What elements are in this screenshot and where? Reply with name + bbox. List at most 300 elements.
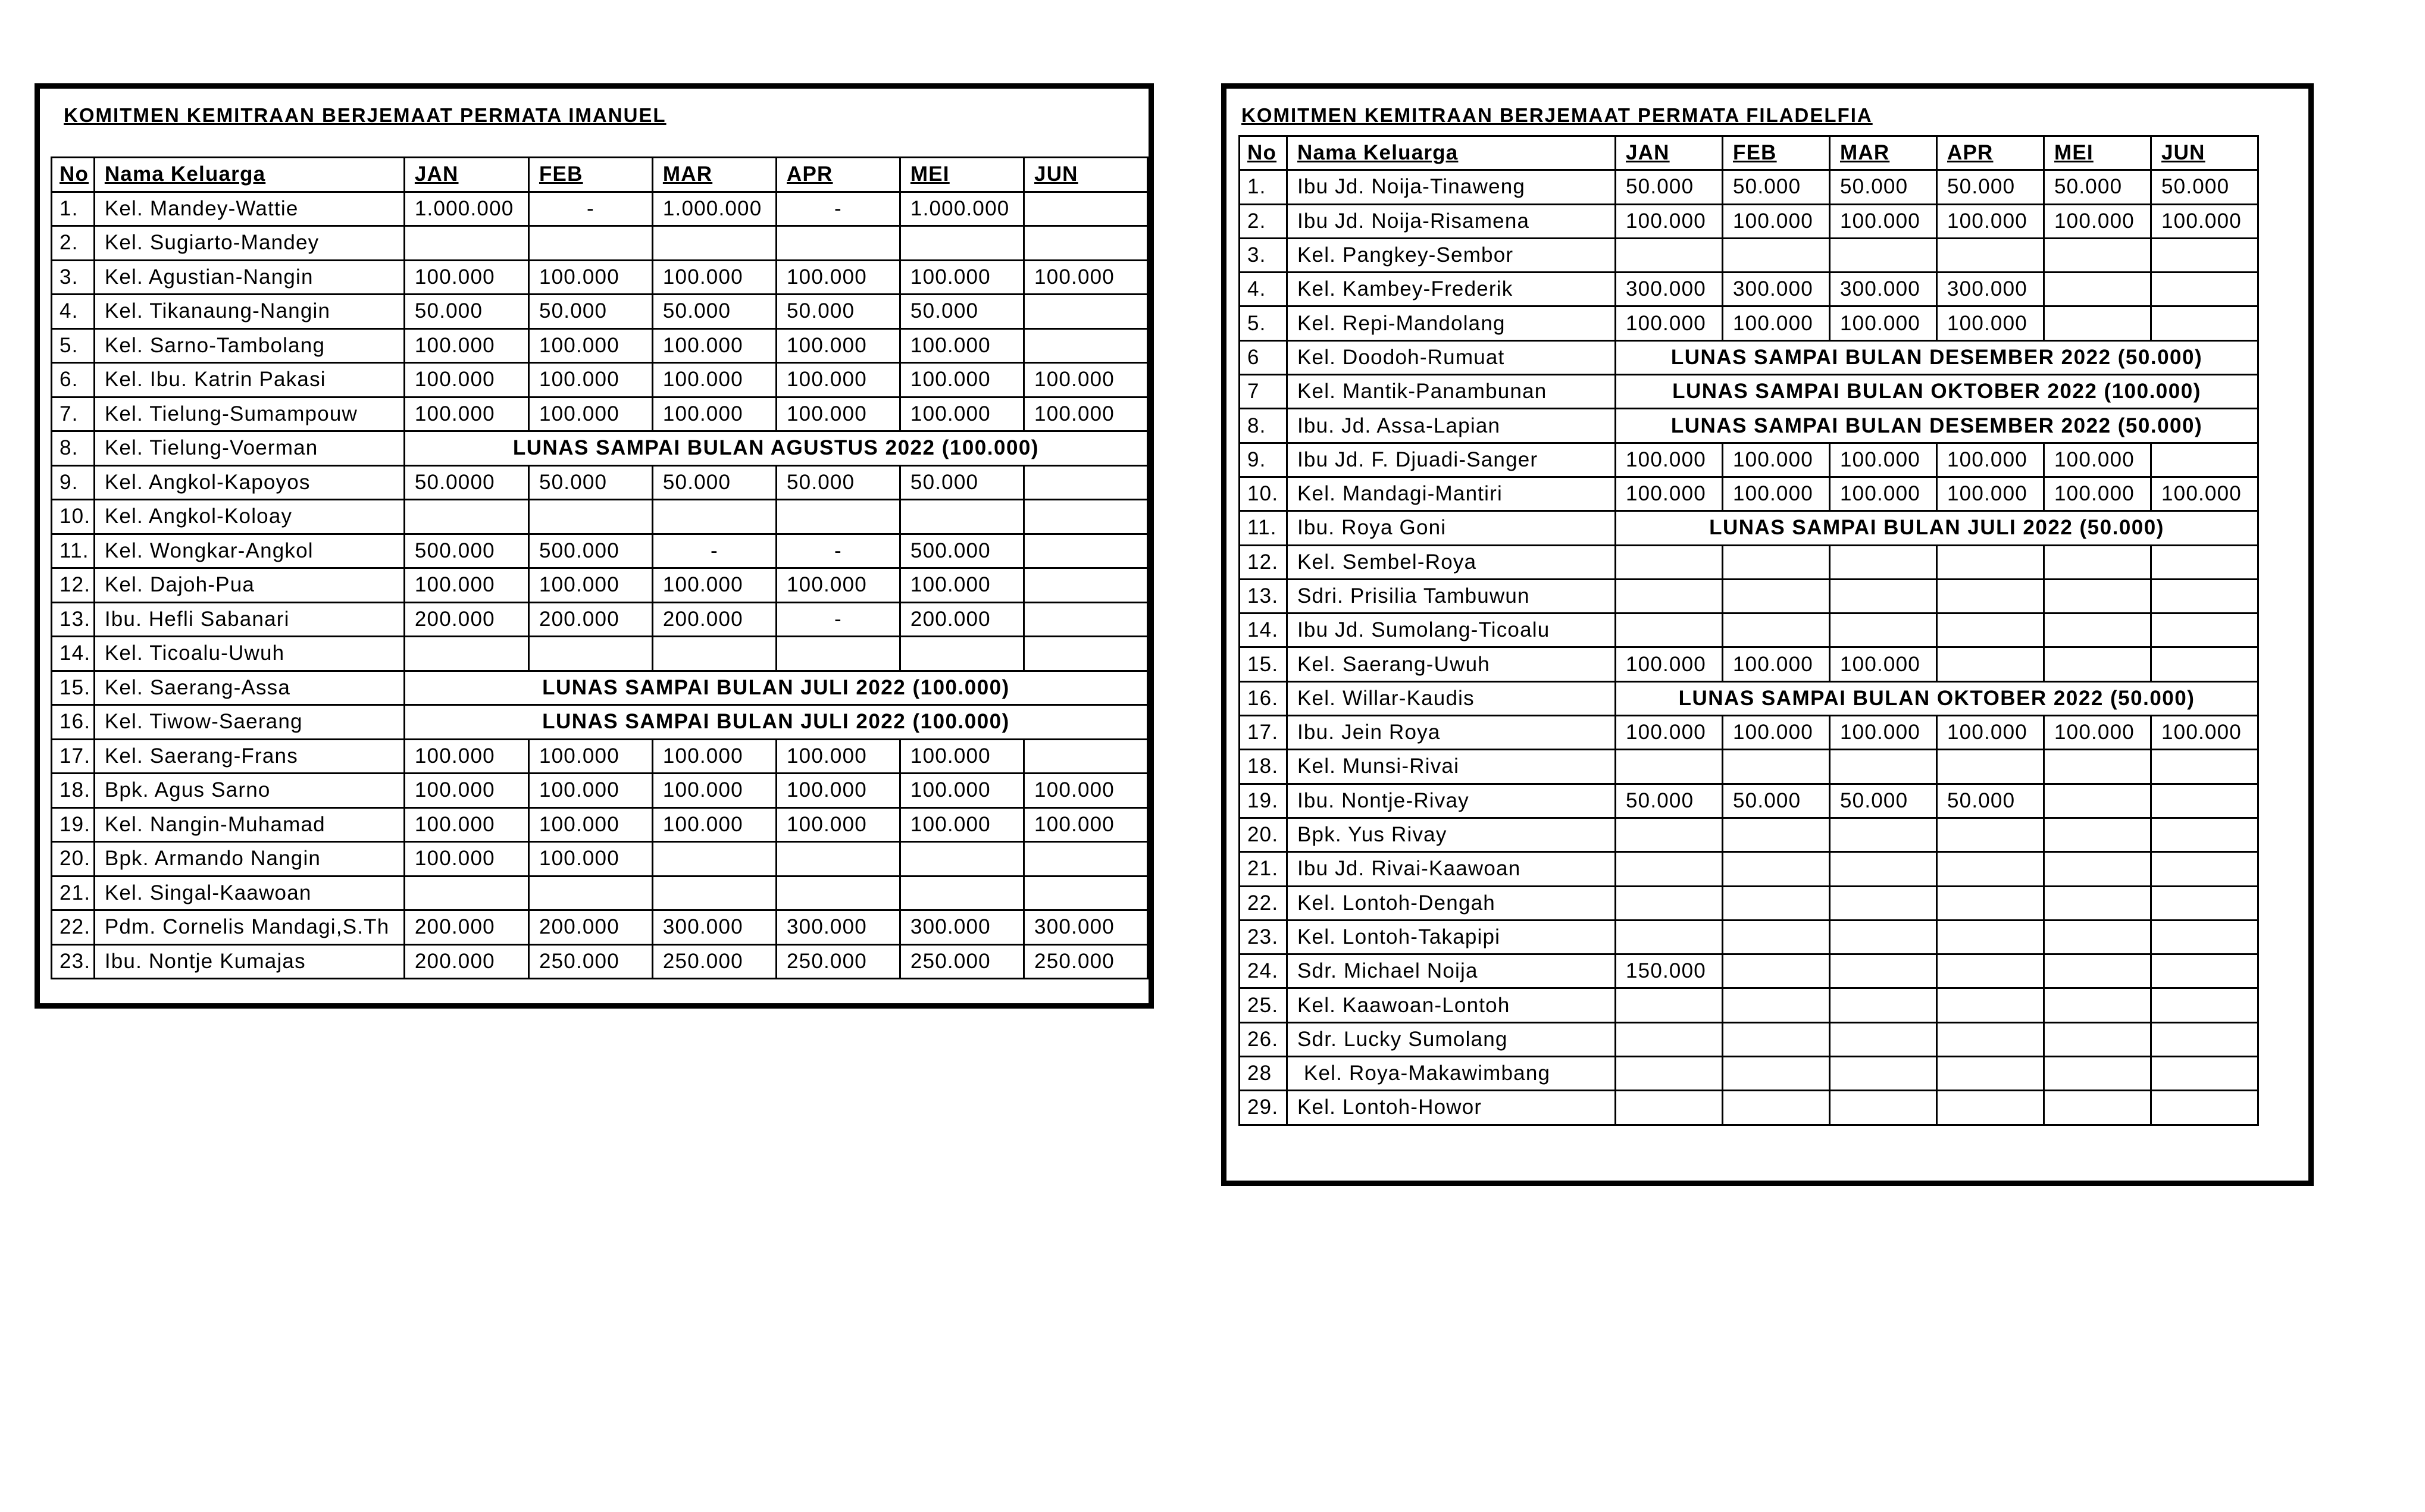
- month-value: [1723, 750, 1830, 784]
- month-value: 100.000: [2151, 477, 2258, 511]
- family-name: Kel. Angkol-Koloay: [94, 500, 404, 534]
- month-value: [2044, 545, 2151, 579]
- month-value: 100.000: [528, 328, 652, 363]
- row-number: 15.: [52, 671, 95, 705]
- month-value: 100.000: [652, 568, 776, 603]
- family-name: Kel. Tikanaung-Nangin: [94, 295, 404, 329]
- month-value: 50.000: [528, 295, 652, 329]
- month-value: [1830, 1057, 1937, 1091]
- month-value: [528, 226, 652, 261]
- month-value: [404, 876, 528, 910]
- month-value: -: [777, 602, 900, 637]
- row-number: 2.: [1240, 204, 1287, 238]
- table-row: [52, 910, 1148, 945]
- month-value: [652, 500, 776, 534]
- month-value: 300.000: [1723, 273, 1830, 306]
- month-value: [1024, 534, 1148, 568]
- month-value: 100.000: [528, 568, 652, 603]
- table-row: [52, 602, 1148, 637]
- month-value: [900, 500, 1024, 534]
- month-value: [528, 876, 652, 910]
- month-value: [1723, 1022, 1830, 1056]
- family-name: Kel. Munsi-Rivai: [1287, 750, 1616, 784]
- month-value: [652, 226, 776, 261]
- table-row: [52, 842, 1148, 876]
- table-row: [1240, 920, 2258, 954]
- month-value: 100.000: [900, 363, 1024, 397]
- table-row: [52, 500, 1148, 534]
- month-value: 100.000: [2044, 443, 2151, 477]
- month-value: [1616, 920, 1723, 954]
- month-value: [1830, 852, 1937, 886]
- month-value: 250.000: [777, 944, 900, 979]
- table-row: [52, 226, 1148, 261]
- month-value: [2151, 750, 2258, 784]
- month-value: [1616, 1022, 1723, 1056]
- month-value: [2044, 238, 2151, 272]
- month-value: [1937, 1022, 2044, 1056]
- month-value: [2151, 852, 2258, 886]
- month-value: [652, 876, 776, 910]
- month-value: [1616, 818, 1723, 852]
- month-value: [1723, 1091, 1830, 1125]
- table-row: [52, 671, 1148, 705]
- month-value: 50.000: [1937, 170, 2044, 204]
- month-value: 250.000: [528, 944, 652, 979]
- family-name: Ibu Jd. Rivai-Kaawoan: [1287, 852, 1616, 886]
- imanuel-title: KOMITMEN KEMITRAAN BERJEMAAT PERMATA IMANUEL: [64, 104, 667, 126]
- month-value: [2044, 1091, 2151, 1125]
- family-name: Kel. Saerang-Uwuh: [1287, 647, 1616, 681]
- month-value: 100.000: [1830, 204, 1937, 238]
- row-number: 5.: [52, 328, 95, 363]
- family-name: Ibu. Jein Roya: [1287, 716, 1616, 750]
- table-row: [52, 260, 1148, 295]
- row-number: 7.: [52, 397, 95, 431]
- row-number: 9.: [52, 465, 95, 500]
- family-name: Ibu Jd. Sumolang-Ticoalu: [1287, 613, 1616, 647]
- row-number: 28: [1240, 1057, 1287, 1091]
- month-value: 100.000: [1616, 443, 1723, 477]
- month-value: 50.000: [1723, 170, 1830, 204]
- lunas-note: LUNAS SAMPAI BULAN AGUSTUS 2022 (100.000): [404, 431, 1147, 466]
- month-value: 100.000: [2044, 716, 2151, 750]
- filadelfia-panel: [1221, 83, 2314, 1186]
- month-value: 100.000: [1830, 477, 1937, 511]
- month-value: 100.000: [777, 328, 900, 363]
- month-value: 100.000: [900, 807, 1024, 842]
- family-name: Kel. Wongkar-Angkol: [94, 534, 404, 568]
- table-row: [52, 363, 1148, 397]
- row-number: 11.: [52, 534, 95, 568]
- table-row: [1240, 579, 2258, 613]
- month-value: 50.000: [1723, 784, 1830, 818]
- month-value: 100.000: [777, 807, 900, 842]
- month-value: 300.000: [1937, 273, 2044, 306]
- table-row: [52, 774, 1148, 808]
- row-number: 12.: [52, 568, 95, 603]
- month-value: [1024, 568, 1148, 603]
- month-value: [2151, 579, 2258, 613]
- month-value: [1723, 545, 1830, 579]
- month-value: 100.000: [900, 328, 1024, 363]
- family-name: Kel. Kaawoan-Lontoh: [1287, 988, 1616, 1022]
- column-header: No: [1240, 136, 1287, 170]
- family-name: Kel. Nangin-Muhamad: [94, 807, 404, 842]
- lunas-note: LUNAS SAMPAI BULAN OKTOBER 2022 (50.000): [1616, 681, 2258, 715]
- month-value: [1937, 988, 2044, 1022]
- family-name: Kel. Pangkey-Sembor: [1287, 238, 1616, 272]
- month-value: 200.000: [404, 602, 528, 637]
- family-name: Ibu. Jd. Assa-Lapian: [1287, 409, 1616, 443]
- month-value: 50.000: [777, 295, 900, 329]
- table-row: [1240, 340, 2258, 374]
- month-value: 100.000: [1937, 716, 2044, 750]
- month-value: [1937, 1091, 2044, 1125]
- month-value: 1.000.000: [652, 192, 776, 226]
- month-value: [2044, 954, 2151, 988]
- family-name: Pdm. Cornelis Mandagi,S.Th: [94, 910, 404, 945]
- row-number: 2.: [52, 226, 95, 261]
- family-name: Kel. Sembel-Roya: [1287, 545, 1616, 579]
- month-value: [1937, 920, 2044, 954]
- month-value: [1830, 988, 1937, 1022]
- month-value: 50.000: [1616, 784, 1723, 818]
- family-name: Kel. Saerang-Frans: [94, 739, 404, 774]
- month-value: [1937, 954, 2044, 988]
- month-value: 100.000: [1937, 204, 2044, 238]
- imanuel-panel: [35, 83, 1154, 1009]
- month-value: 100.000: [777, 568, 900, 603]
- month-value: [2044, 784, 2151, 818]
- month-value: [777, 842, 900, 876]
- month-value: [404, 500, 528, 534]
- column-header: APR: [777, 158, 900, 192]
- table-row: [1240, 988, 2258, 1022]
- month-value: [2151, 273, 2258, 306]
- family-name: Ibu. Nontje-Rivay: [1287, 784, 1616, 818]
- month-value: [2044, 750, 2151, 784]
- family-name: Kel. Agustian-Nangin: [94, 260, 404, 295]
- row-number: 22.: [1240, 886, 1287, 920]
- month-value: 100.000: [652, 397, 776, 431]
- month-value: 50.000: [900, 465, 1024, 500]
- row-number: 10.: [52, 500, 95, 534]
- month-value: 50.000: [1937, 784, 2044, 818]
- family-name: Sdr. Lucky Sumolang: [1287, 1022, 1616, 1056]
- month-value: [1723, 1057, 1830, 1091]
- month-value: [1024, 739, 1148, 774]
- column-header: FEB: [1723, 136, 1830, 170]
- table-row: [1240, 443, 2258, 477]
- lunas-note: LUNAS SAMPAI BULAN JULI 2022 (100.000): [404, 671, 1147, 705]
- month-value: [2151, 545, 2258, 579]
- month-value: 100.000: [652, 807, 776, 842]
- column-header: MAR: [652, 158, 776, 192]
- month-value: [1937, 238, 2044, 272]
- family-name: Ibu. Nontje Kumajas: [94, 944, 404, 979]
- month-value: [1024, 602, 1148, 637]
- month-value: 100.000: [1024, 397, 1148, 431]
- table-row: [1240, 886, 2258, 920]
- column-header: JUN: [2151, 136, 2258, 170]
- month-value: 50.000: [1830, 784, 1937, 818]
- month-value: [777, 876, 900, 910]
- month-value: 250.000: [652, 944, 776, 979]
- family-name: Ibu Jd. Noija-Tinaweng: [1287, 170, 1616, 204]
- month-value: [528, 637, 652, 671]
- table-row: [1240, 647, 2258, 681]
- month-value: 100.000: [1024, 774, 1148, 808]
- family-name: Kel. Angkol-Kapoyos: [94, 465, 404, 500]
- month-value: [1937, 579, 2044, 613]
- month-value: 100.000: [777, 397, 900, 431]
- month-value: 100.000: [1723, 306, 1830, 340]
- month-value: [1937, 613, 2044, 647]
- month-value: [900, 637, 1024, 671]
- month-value: [2151, 1022, 2258, 1056]
- month-value: [404, 637, 528, 671]
- month-value: [900, 842, 1024, 876]
- month-value: [652, 637, 776, 671]
- month-value: [2151, 306, 2258, 340]
- row-number: 19.: [52, 807, 95, 842]
- table-row: [1240, 204, 2258, 238]
- month-value: 100.000: [404, 842, 528, 876]
- month-value: [2151, 988, 2258, 1022]
- table-row: [1240, 1022, 2258, 1056]
- month-value: [2151, 784, 2258, 818]
- table-row: [1240, 750, 2258, 784]
- month-value: [1937, 818, 2044, 852]
- month-value: 100.000: [1024, 363, 1148, 397]
- header-row: [1240, 136, 2258, 170]
- month-value: 200.000: [652, 602, 776, 637]
- month-value: [1830, 1091, 1937, 1125]
- row-number: 10.: [1240, 477, 1287, 511]
- row-number: 5.: [1240, 306, 1287, 340]
- row-number: 17.: [1240, 716, 1287, 750]
- column-header: JUN: [1024, 158, 1148, 192]
- month-value: [900, 876, 1024, 910]
- family-name: Ibu. Hefli Sabanari: [94, 602, 404, 637]
- table-row: [1240, 375, 2258, 409]
- row-number: 3.: [1240, 238, 1287, 272]
- table-row: [1240, 852, 2258, 886]
- column-header: APR: [1937, 136, 2044, 170]
- month-value: 100.000: [1937, 306, 2044, 340]
- month-value: [1830, 613, 1937, 647]
- month-value: 300.000: [1830, 273, 1937, 306]
- table-row: [1240, 784, 2258, 818]
- month-value: 100.000: [404, 807, 528, 842]
- month-value: 100.000: [404, 774, 528, 808]
- column-header: No: [52, 158, 95, 192]
- month-value: [2044, 1022, 2151, 1056]
- month-value: 50.000: [2044, 170, 2151, 204]
- family-name: Bpk. Agus Sarno: [94, 774, 404, 808]
- month-value: 50.000: [1616, 170, 1723, 204]
- month-value: [900, 226, 1024, 261]
- month-value: 50.000: [404, 295, 528, 329]
- month-value: 200.000: [528, 602, 652, 637]
- table-row: [1240, 716, 2258, 750]
- family-name: Kel. Tiwow-Saerang: [94, 705, 404, 740]
- month-value: [2044, 579, 2151, 613]
- table-row: [1240, 1091, 2258, 1125]
- month-value: [2044, 852, 2151, 886]
- month-value: 100.000: [2044, 477, 2151, 511]
- row-number: 25.: [1240, 988, 1287, 1022]
- month-value: [1024, 192, 1148, 226]
- month-value: 100.000: [404, 739, 528, 774]
- month-value: [1830, 886, 1937, 920]
- month-value: 300.000: [652, 910, 776, 945]
- row-number: 3.: [52, 260, 95, 295]
- family-name: Kel. Kambey-Frederik: [1287, 273, 1616, 306]
- row-number: 4.: [52, 295, 95, 329]
- month-value: [1937, 1057, 2044, 1091]
- column-header: JAN: [1616, 136, 1723, 170]
- row-number: 24.: [1240, 954, 1287, 988]
- table-row: [1240, 238, 2258, 272]
- month-value: 100.000: [1616, 477, 1723, 511]
- row-number: 8.: [52, 431, 95, 466]
- row-number: 22.: [52, 910, 95, 945]
- filadelfia-table: [1238, 135, 2259, 1126]
- table-row: [1240, 954, 2258, 988]
- filadelfia-title: KOMITMEN KEMITRAAN BERJEMAAT PERMATA FILADELFIA: [1241, 104, 1873, 126]
- month-value: [1723, 852, 1830, 886]
- column-header: MAR: [1830, 136, 1937, 170]
- month-value: [777, 500, 900, 534]
- month-value: [404, 226, 528, 261]
- month-value: 300.000: [777, 910, 900, 945]
- month-value: 50.000: [777, 465, 900, 500]
- table-row: [1240, 511, 2258, 545]
- month-value: 100.000: [1024, 807, 1148, 842]
- month-value: 100.000: [528, 842, 652, 876]
- family-name: Bpk. Yus Rivay: [1287, 818, 1616, 852]
- month-value: 100.000: [2151, 204, 2258, 238]
- month-value: [1616, 1091, 1723, 1125]
- month-value: [777, 637, 900, 671]
- month-value: 100.000: [777, 774, 900, 808]
- family-name: Kel. Mandagi-Mantiri: [1287, 477, 1616, 511]
- month-value: 100.000: [404, 363, 528, 397]
- family-name: Bpk. Armando Nangin: [94, 842, 404, 876]
- month-value: [1830, 1022, 1937, 1056]
- family-name: Kel. Mandey-Wattie: [94, 192, 404, 226]
- month-value: 100.000: [777, 739, 900, 774]
- month-value: 50.000: [2151, 170, 2258, 204]
- month-value: [2151, 1091, 2258, 1125]
- month-value: 200.000: [404, 944, 528, 979]
- month-value: [1616, 579, 1723, 613]
- table-row: [52, 397, 1148, 431]
- table-row: [1240, 818, 2258, 852]
- month-value: [1616, 988, 1723, 1022]
- month-value: 100.000: [528, 739, 652, 774]
- table-row: [1240, 477, 2258, 511]
- month-value: 250.000: [1024, 944, 1148, 979]
- month-value: 100.000: [1723, 204, 1830, 238]
- row-number: 6.: [52, 363, 95, 397]
- row-number: 9.: [1240, 443, 1287, 477]
- month-value: [1723, 579, 1830, 613]
- month-value: [1024, 328, 1148, 363]
- row-number: 12.: [1240, 545, 1287, 579]
- family-name: Kel. Repi-Mandolang: [1287, 306, 1616, 340]
- month-value: -: [777, 534, 900, 568]
- month-value: [1024, 295, 1148, 329]
- month-value: 300.000: [1024, 910, 1148, 945]
- month-value: 150.000: [1616, 954, 1723, 988]
- table-row: [52, 534, 1148, 568]
- month-value: [1616, 238, 1723, 272]
- row-number: 6: [1240, 340, 1287, 374]
- row-number: 18.: [1240, 750, 1287, 784]
- family-name: Kel. Tielung-Sumampouw: [94, 397, 404, 431]
- month-value: -: [528, 192, 652, 226]
- family-name: Kel. Singal-Kaawoan: [94, 876, 404, 910]
- table-row: [52, 192, 1148, 226]
- month-value: [2151, 818, 2258, 852]
- month-value: 50.000: [1830, 170, 1937, 204]
- table-row: [1240, 545, 2258, 579]
- month-value: [1830, 579, 1937, 613]
- month-value: [1616, 852, 1723, 886]
- row-number: 4.: [1240, 273, 1287, 306]
- month-value: 100.000: [900, 568, 1024, 603]
- month-value: [652, 842, 776, 876]
- column-header: MEI: [900, 158, 1024, 192]
- table-row: [1240, 409, 2258, 443]
- table-row: [52, 295, 1148, 329]
- month-value: 100.000: [528, 363, 652, 397]
- month-value: 50.000: [652, 465, 776, 500]
- row-number: 16.: [1240, 681, 1287, 715]
- month-value: 100.000: [777, 260, 900, 295]
- month-value: [1024, 637, 1148, 671]
- month-value: [1024, 876, 1148, 910]
- month-value: [1937, 886, 2044, 920]
- month-value: 100.000: [900, 397, 1024, 431]
- month-value: [2044, 988, 2151, 1022]
- month-value: 50.000: [652, 295, 776, 329]
- month-value: 500.000: [900, 534, 1024, 568]
- family-name: Kel. Dajoh-Pua: [94, 568, 404, 603]
- month-value: 100.000: [1830, 716, 1937, 750]
- month-value: [2044, 886, 2151, 920]
- row-number: 13.: [1240, 579, 1287, 613]
- month-value: [2044, 613, 2151, 647]
- month-value: [2044, 920, 2151, 954]
- row-number: 1.: [52, 192, 95, 226]
- month-value: 100.000: [652, 260, 776, 295]
- month-value: 100.000: [1723, 716, 1830, 750]
- month-value: [2151, 613, 2258, 647]
- month-value: 100.000: [528, 397, 652, 431]
- month-value: [1616, 613, 1723, 647]
- month-value: [1830, 545, 1937, 579]
- family-name: Kel. Roya-Makawimbang: [1287, 1057, 1616, 1091]
- month-value: 100.000: [1723, 647, 1830, 681]
- month-value: 50.000: [528, 465, 652, 500]
- month-value: 100.000: [528, 774, 652, 808]
- month-value: 100.000: [404, 328, 528, 363]
- month-value: [1937, 750, 2044, 784]
